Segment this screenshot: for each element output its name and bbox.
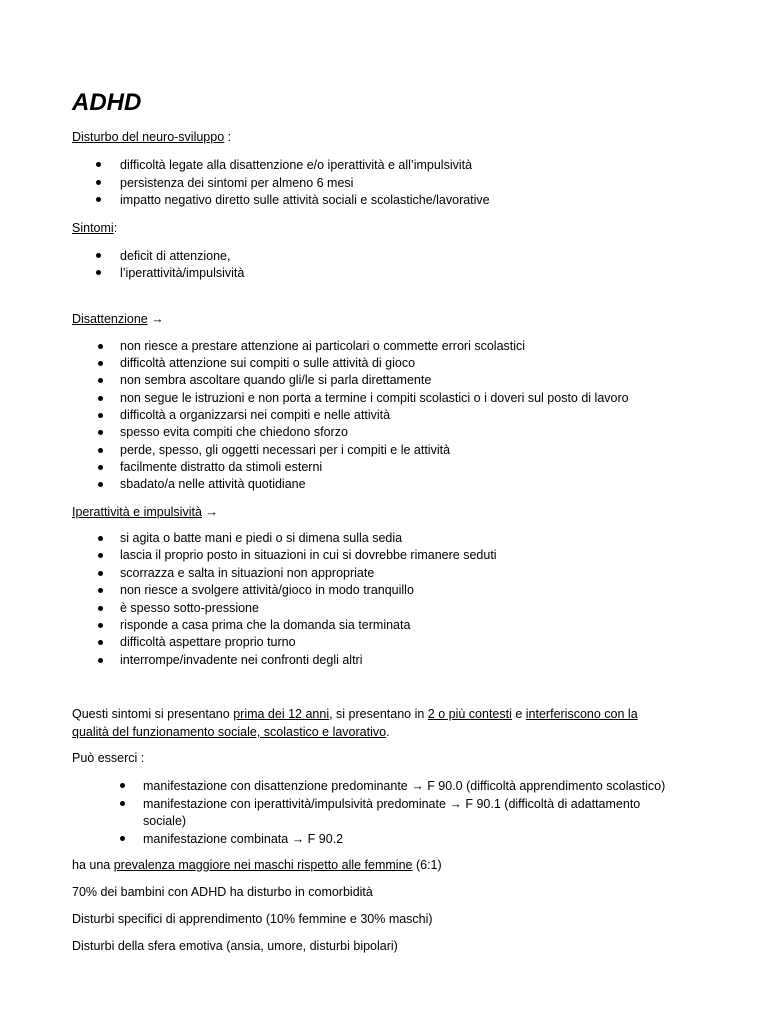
list-item: non segue le istruzioni e non porta a termine i compiti scolastici o i doveri sul posto di lavoro xyxy=(120,391,629,405)
bullet xyxy=(98,588,103,593)
bullet xyxy=(98,344,103,349)
list-item: deficit di attenzione, xyxy=(120,249,231,263)
bullet xyxy=(98,606,103,611)
list-item: difficoltà a organizzarsi nei compiti e nelle attività xyxy=(120,408,391,422)
list-item: difficoltà aspettare proprio turno xyxy=(120,635,296,649)
paragraph-forms-intro: Può esserci : xyxy=(72,751,145,765)
bullet xyxy=(98,623,103,628)
list-item: è spesso sotto-pressione xyxy=(120,601,259,615)
list-item-continuation: sociale) xyxy=(143,814,187,828)
list-item: facilmente distratto da stimoli esterni xyxy=(120,460,323,474)
list-item: interrompe/invadente nei confronti degli altri xyxy=(120,653,363,667)
bullet xyxy=(98,448,103,453)
list-item: difficoltà legate alla disattenzione e/o iperattività e all’impulsività xyxy=(120,158,473,172)
bullet xyxy=(96,197,101,202)
section-heading-disturbo: Disturbo del neuro-sviluppo : xyxy=(72,130,232,144)
list-item: l’iperattività/impulsività xyxy=(120,266,245,280)
bullet xyxy=(120,836,125,841)
list-item: non riesce a prestare attenzione ai particolari o commette errori scolastici xyxy=(120,339,526,353)
list-item: si agita o batte mani e piedi o si dimena sulla sedia xyxy=(120,531,403,545)
paragraph-prevalence: ha una prevalenza maggiore nei maschi rispetto alle femmine (6:1) xyxy=(72,858,442,872)
bullet xyxy=(98,536,103,541)
bullet xyxy=(98,640,103,645)
list-item: sbadato/a nelle attività quotidiane xyxy=(120,477,306,491)
list-item: non sembra ascoltare quando gli/le si parla direttamente xyxy=(120,373,432,387)
paragraph-onset-line1: Questi sintomi si presentano prima dei 12 anni, si presentano in 2 o più contesti e interferiscono con la xyxy=(72,707,638,721)
paragraph-comorbidity: 70% dei bambini con ADHD ha disturbo in comorbidità xyxy=(72,885,373,899)
list-item: spesso evita compiti che chiedono sforzo xyxy=(120,425,348,439)
list-item: scorrazza e salta in situazioni non appropriate xyxy=(120,566,375,580)
bullet xyxy=(98,553,103,558)
bullet xyxy=(98,482,103,487)
bullet xyxy=(96,270,101,275)
bullet xyxy=(96,162,101,167)
paragraph-learning-disorders: Disturbi specifici di apprendimento (10% femmine e 30% maschi) xyxy=(72,912,433,926)
bullet xyxy=(120,783,125,788)
bullet xyxy=(98,378,103,383)
bullet xyxy=(98,396,103,401)
list-item: lascia il proprio posto in situazioni in cui si dovrebbe rimanere seduti xyxy=(120,548,497,562)
list-item: impatto negativo diretto sulle attività sociali e scolastiche/lavorative xyxy=(120,193,490,207)
bullet xyxy=(98,430,103,435)
section-heading-disattenzione: Disattenzione → xyxy=(72,312,164,326)
document-title: ADHD xyxy=(72,89,142,116)
list-item: non riesce a svolgere attività/gioco in modo tranquillo xyxy=(120,583,414,597)
bullet xyxy=(96,180,101,185)
list-item: persistenza dei sintomi per almeno 6 mesi xyxy=(120,176,354,190)
section-heading-sintomi: Sintomi: xyxy=(72,221,118,235)
list-item: manifestazione con iperattività/impulsività predominate → F 90.1 (difficoltà di adattamento xyxy=(143,797,641,811)
bullet xyxy=(98,361,103,366)
section-heading-iperattivita: Iperattività e impulsività → xyxy=(72,505,218,519)
list-item: risponde a casa prima che la domanda sia terminata xyxy=(120,618,411,632)
list-item: manifestazione con disattenzione predominante → F 90.0 (difficoltà apprendimento scolastico) xyxy=(143,779,666,793)
bullet xyxy=(98,413,103,418)
bullet xyxy=(98,571,103,576)
list-item: difficoltà attenzione sui compiti o sulle attività di gioco xyxy=(120,356,416,370)
bullet xyxy=(98,465,103,470)
paragraph-onset-line2: qualità del funzionamento sociale, scolastico e lavorativo. xyxy=(72,725,390,739)
list-item: perde, spesso, gli oggetti necessari per i compiti e le attività xyxy=(120,443,451,457)
list-item: manifestazione combinata → F 90.2 xyxy=(143,832,344,846)
paragraph-emotional-disorders: Disturbi della sfera emotiva (ansia, umore, disturbi bipolari) xyxy=(72,939,398,953)
bullet xyxy=(98,658,103,663)
bullet xyxy=(120,801,125,806)
bullet xyxy=(96,253,101,258)
